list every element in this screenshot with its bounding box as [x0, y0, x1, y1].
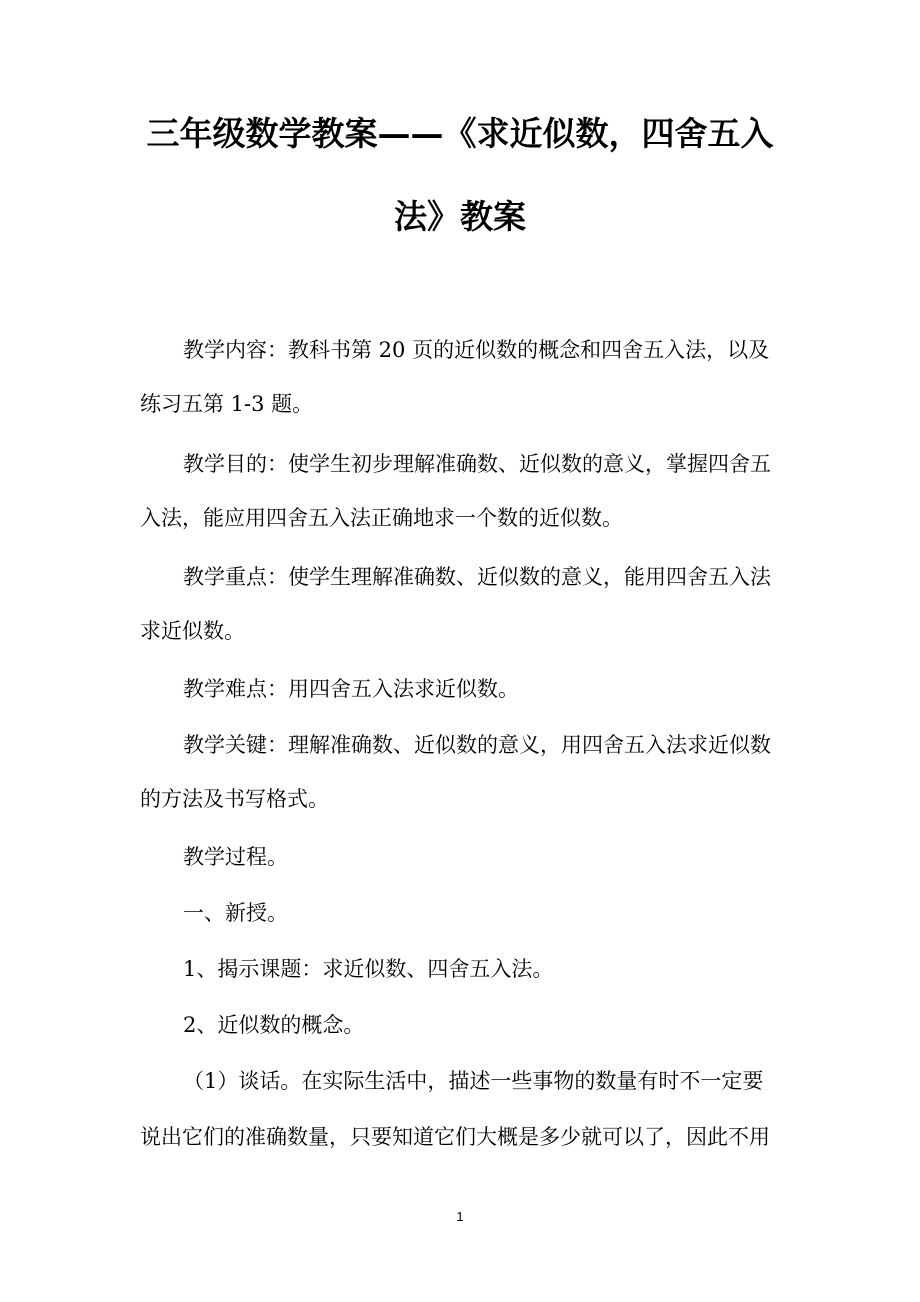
text-line: 2、近似数的概念。 [183, 1013, 365, 1037]
text-line: 教学关键：理解准确数、近似数的意义，用四舍五入法求近似数 [183, 733, 771, 757]
text-line: 教学内容：教科书第 20 页的近似数的概念和四舍五入法，以及 [183, 338, 770, 362]
text-line: 说出它们的准确数量，只要知道它们大概是多少就可以了，因此不用 [140, 1125, 770, 1149]
document-title-line-1: 三年级数学教案——《求近似数，四舍五入 [146, 114, 774, 153]
text-line: （1）谈话。在实际生活中，描述一些事物的数量有时不一定要 [183, 1069, 764, 1093]
text-line: 1、揭示课题：求近似数、四舍五入法。 [183, 957, 554, 981]
text-line: 教学难点：用四舍五入法求近似数。 [183, 677, 519, 701]
document-title-line-2: 法》教案 [394, 197, 526, 236]
text-line: 入法，能应用四舍五入法正确地求一个数的近似数。 [140, 506, 623, 530]
text-line: 一、新授。 [183, 901, 288, 925]
text-line: 教学目的：使学生初步理解准确数、近似数的意义，掌握四舍五 [183, 452, 771, 476]
text-line: 的方法及书写格式。 [140, 787, 329, 811]
text-line: 教学重点：使学生理解准确数、近似数的意义，能用四舍五入法 [183, 565, 771, 589]
text-line: 求近似数。 [140, 619, 245, 643]
page-number: 1 [456, 1209, 464, 1224]
text-line: 教学过程。 [183, 845, 288, 869]
text-line: 练习五第 1-3 题。 [140, 392, 314, 416]
